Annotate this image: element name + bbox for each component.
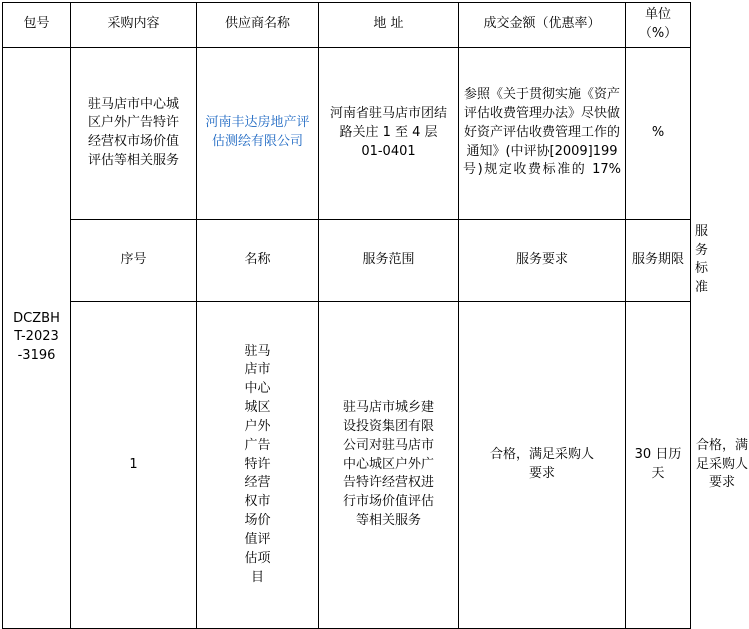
cell-package-no: DCZBHT-2023-3196 [3,47,71,628]
subheader-seq: 序号 [71,219,197,301]
cell-seq: 1 [71,302,197,629]
cell-requirement: 合格，满足采购人要求 [459,302,626,629]
cell-period: 30 日历天 [626,302,691,629]
cell-supplier: 河南丰达房地产评估测绘有限公司 [197,47,319,219]
table-row: 1 驻马店市中心城区户外广告特许经营权市场价值评估项目 驻马店市城乡建设投资集团有限公司对驻马店市中心城区户外广告特许经营权进行市场价值评估等相关服务 合格，满足采购人要求 30 日历天 合格，满足采购人要求 [3,302,691,629]
award-result-table [2,2,748,629]
table-sub-header-row: 序号 名称 服务范围 服务要求 服务期限 服务标准 [3,219,691,301]
header-unit: 单位（%） [626,3,691,48]
table-header-row [3,3,691,48]
subheader-name: 名称 [197,219,319,301]
cell-unit: % [626,47,691,219]
cell-amount: 参照《关于贯彻实施《资产评估收费管理办法》尽快做好资产评估收费管理工作的通知》(中评协[2009]199号)规定收费标准的 17% [459,47,626,219]
cell-scope: 驻马店市城乡建设投资集团有限公司对驻马店市中心城区户外广告特许经营权进行市场价值评估等相关服务 [319,302,459,629]
subheader-requirement: 服务要求 [459,219,626,301]
cell-content: 驻马店市中心城区户外广告特许经营权市场价值评估等相关服务 [71,47,197,219]
cell-name: 驻马店市中心城区户外广告特许经营权市场价值评估项目 [197,302,319,629]
table-row [3,47,691,219]
subheader-scope: 服务范围 [319,219,459,301]
cell-address: 河南省驻马店市团结路关庄 1 至 4 层 01-0401 [319,47,459,219]
header-package-no: 包号 [3,3,71,48]
subheader-period: 服务期限 [626,219,691,301]
header-content: 采购内容 [71,3,197,48]
header-address: 地 址 [319,3,459,48]
header-amount: 成交金额（优惠率） [459,3,626,48]
header-supplier: 供应商名称 [197,3,319,48]
